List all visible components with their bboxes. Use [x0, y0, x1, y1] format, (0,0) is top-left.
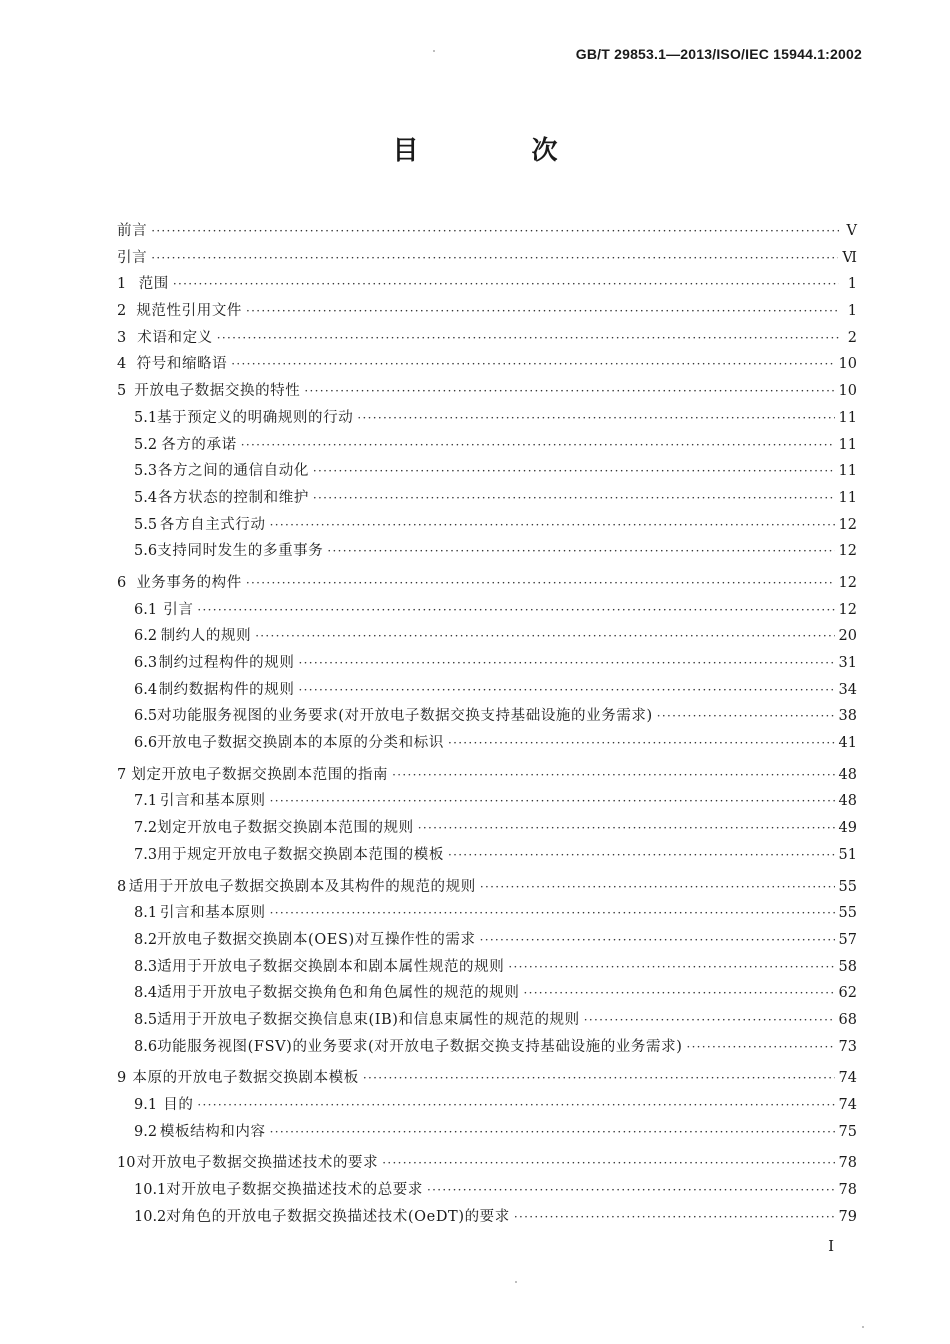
- dot-leader: [523, 980, 834, 1007]
- toc-entry: [117, 1204, 857, 1231]
- toc-entry-page: 38: [838, 708, 857, 725]
- toc-entry-title: 符号和缩略语: [136, 356, 228, 373]
- toc-entry-title: 开放电子数据交换的特性: [134, 383, 301, 400]
- dot-leader: [357, 405, 834, 432]
- scan-speck: [515, 1281, 517, 1283]
- dot-leader: [686, 1034, 834, 1061]
- toc-entry-number: 1: [117, 276, 127, 293]
- toc-entry-title: 引言: [117, 249, 148, 266]
- toc-entry-number: 6.3: [134, 655, 158, 671]
- toc-entry-number: 9.1: [134, 1097, 158, 1113]
- toc-entry-title: 本原的开放电子数据交换剧本模板: [132, 1070, 359, 1087]
- toc-entry-title: 术语和定义: [137, 329, 213, 346]
- toc-entry-number: 8.4: [134, 985, 158, 1002]
- toc-entry-title: 制约人的规则: [160, 628, 252, 645]
- dot-leader: [480, 874, 835, 901]
- toc-entry-page: 74: [838, 1070, 857, 1087]
- toc-entry-number: 6.4: [134, 681, 158, 698]
- toc-entry-page: 11: [838, 436, 857, 453]
- toc-entry-number: 6.5: [134, 708, 158, 725]
- toc-entry-number: 8.3: [134, 958, 158, 975]
- dot-leader: [584, 1007, 835, 1034]
- toc-entry: [117, 245, 857, 272]
- dot-leader: [246, 570, 835, 597]
- dot-leader: [480, 927, 835, 954]
- toc-entry-page: 12: [838, 543, 857, 560]
- toc-entry-page: 12: [838, 601, 857, 618]
- toc-entry: [117, 677, 857, 704]
- toc-entry-title: 基于预定义的明确规则的行动: [157, 409, 354, 426]
- dot-leader: [327, 538, 834, 565]
- toc-entry-number: 5.3: [134, 463, 158, 480]
- toc-entry: [117, 1007, 857, 1034]
- dot-leader: [363, 1065, 835, 1092]
- toc-entry-number: 6: [117, 574, 127, 591]
- dot-leader: [448, 730, 835, 757]
- toc-entry: [117, 432, 857, 459]
- toc-entry-number: 8.5: [134, 1011, 158, 1028]
- toc-entry: [117, 1150, 857, 1177]
- toc-entry: [117, 703, 857, 730]
- toc-entry-title: 开放电子数据交换剧本(OES)对互操作性的需求: [157, 931, 476, 948]
- dot-leader: [657, 703, 835, 730]
- toc-entry-title: 各方之间的通信自动化: [157, 463, 309, 480]
- toc-entry-title: 划定开放电子数据交换剧本范围的指南: [131, 766, 389, 783]
- dot-leader: [151, 245, 838, 272]
- page-number: I: [828, 1237, 834, 1255]
- dot-leader: [197, 1092, 834, 1119]
- toc-entry-page: 78: [838, 1182, 857, 1199]
- toc-entry-page: 68: [838, 1011, 857, 1028]
- toc-entry-title: 前言: [117, 223, 148, 239]
- toc-entry: [117, 954, 857, 981]
- dot-leader: [246, 298, 839, 325]
- toc-entry-title: 支持同时发生的多重事务: [157, 543, 324, 560]
- toc-entry-number: 7.1: [134, 793, 158, 810]
- toc-entry-page: 20: [838, 628, 857, 645]
- toc-entry: [117, 218, 857, 245]
- toc-entry-page: 74: [838, 1097, 857, 1113]
- toc-entry-number: 10: [117, 1155, 136, 1172]
- toc-entry-title: 各方自主式行动: [159, 516, 266, 533]
- toc-entry-title: 适用于开放电子数据交换角色和角色属性的规范的规则: [157, 985, 520, 1002]
- toc-entry-number: 7.2: [134, 820, 158, 837]
- toc-entry-title: 制约数据构件的规则: [158, 681, 295, 698]
- toc-entry: [117, 1177, 857, 1204]
- toc-entry-page: 62: [838, 985, 857, 1002]
- toc-entry-page: 1: [847, 276, 857, 293]
- toc-entry-page: 11: [838, 463, 857, 480]
- toc-entry-number: 5.1: [134, 409, 158, 426]
- dot-leader: [392, 762, 834, 789]
- toc-entry-page: 79: [838, 1208, 857, 1225]
- toc-entry: [117, 730, 857, 757]
- toc-entry: [117, 1119, 857, 1146]
- toc-entry-title: 适用于开放电子数据交换剧本和剧本属性规范的规则: [157, 958, 505, 975]
- toc-entry-number: 7: [117, 766, 127, 783]
- dot-leader: [418, 815, 835, 842]
- toc-entry-number: 6.1: [134, 601, 158, 618]
- toc-entry-number: 8.2: [134, 931, 158, 948]
- toc-entry: [117, 378, 857, 405]
- dot-leader: [382, 1150, 834, 1177]
- toc-entry-number: 5.5: [134, 516, 158, 533]
- toc-entry-number: 8: [117, 878, 127, 895]
- dot-leader: [508, 954, 834, 981]
- toc-entry: [117, 788, 857, 815]
- dot-leader: [448, 842, 835, 869]
- toc-entry-page: 41: [838, 735, 857, 752]
- toc-entry-number: 10.1: [134, 1182, 167, 1199]
- toc-entry-page: 12: [838, 516, 857, 533]
- dot-leader: [241, 432, 835, 459]
- dot-leader: [304, 378, 834, 405]
- toc-entry: [117, 351, 857, 378]
- page-title: 目 次: [392, 136, 610, 166]
- toc-entry-title: 用于规定开放电子数据交换剧本范围的模板: [157, 846, 444, 863]
- dot-leader: [151, 218, 839, 245]
- toc-entry: [117, 538, 857, 565]
- dot-leader: [270, 1119, 835, 1146]
- toc-entry: [117, 650, 857, 677]
- toc-entry: [117, 325, 857, 352]
- toc-entry: [117, 458, 857, 485]
- toc-entry: [117, 900, 857, 927]
- toc-entry: [117, 1092, 857, 1119]
- dot-leader: [313, 485, 835, 512]
- toc-entry-title: 对功能服务视图的业务要求(对开放电子数据交换支持基础设施的业务需求): [157, 708, 653, 725]
- toc-entry-title: 对开放电子数据交换描述技术的要求: [136, 1155, 379, 1172]
- toc-entry: [117, 1034, 857, 1061]
- toc-entry-page: 2: [847, 329, 857, 346]
- toc-entry: [117, 762, 857, 789]
- toc-entry-number: 9.2: [134, 1123, 158, 1140]
- table-of-contents: [117, 218, 857, 1230]
- toc-entry-page: 55: [838, 878, 857, 895]
- toc-entry-page: 10: [838, 356, 857, 373]
- dot-leader: [313, 458, 835, 485]
- toc-entry: [117, 1065, 857, 1092]
- toc-entry-title: 开放电子数据交换剧本的本原的分类和标识: [157, 735, 444, 752]
- toc-entry-page: 48: [838, 793, 857, 810]
- toc-entry-number: 7.3: [134, 846, 158, 863]
- toc-entry-number: 3: [117, 329, 127, 346]
- dot-leader: [270, 900, 835, 927]
- toc-entry-number: 5.2: [134, 436, 158, 453]
- toc-entry-number: 6.2: [134, 628, 158, 645]
- dot-leader: [514, 1204, 835, 1231]
- toc-entry-page: 73: [838, 1038, 857, 1055]
- dot-leader: [255, 623, 834, 650]
- toc-entry-title: 模板结构和内容: [159, 1123, 266, 1140]
- dot-leader: [173, 271, 839, 298]
- toc-entry-page: 11: [838, 409, 857, 426]
- toc-entry-page: 1: [847, 303, 857, 320]
- toc-entry: [117, 405, 857, 432]
- toc-entry-page: Ⅵ: [842, 249, 857, 266]
- toc-entry-page: 55: [838, 905, 857, 922]
- toc-entry-page: 75: [838, 1123, 857, 1140]
- toc-entry: [117, 485, 857, 512]
- toc-entry: [117, 597, 857, 624]
- toc-entry-number: 2: [117, 303, 127, 320]
- toc-entry: [117, 842, 857, 869]
- dot-leader: [231, 351, 834, 378]
- toc-entry-title: 对角色的开放电子数据交换描述技术(OeDT)的要求: [166, 1208, 510, 1225]
- toc-entry-title: 对开放电子数据交换描述技术的总要求: [166, 1182, 423, 1199]
- scan-speck: [862, 1326, 864, 1328]
- scan-speck: [433, 50, 435, 52]
- toc-entry: [117, 927, 857, 954]
- toc-entry-number: 5.6: [134, 543, 158, 560]
- toc-entry: [117, 512, 857, 539]
- toc-entry-page: 12: [838, 574, 857, 591]
- dot-leader: [217, 325, 839, 352]
- toc-entry-title: 适用于开放电子数据交换信息束(IB)和信息束属性的规范的规则: [157, 1011, 580, 1028]
- toc-entry-title: 划定开放电子数据交换剧本范围的规则: [157, 820, 414, 837]
- toc-entry-number: 9: [117, 1070, 127, 1087]
- dot-leader: [298, 650, 834, 677]
- toc-entry-page: 11: [838, 489, 857, 506]
- toc-entry: [117, 271, 857, 298]
- dot-leader: [270, 788, 835, 815]
- toc-entry-page: 57: [838, 931, 857, 948]
- toc-entry: [117, 874, 857, 901]
- toc-entry-number: 10.2: [134, 1208, 167, 1225]
- toc-entry-page: 58: [838, 958, 857, 975]
- toc-entry: [117, 298, 857, 325]
- toc-entry-title: 业务事务的构件: [136, 574, 242, 591]
- toc-entry-title: 引言和基本原则: [159, 905, 266, 922]
- toc-entry-page: 10: [838, 383, 857, 400]
- toc-entry-page: Ⅴ: [846, 223, 857, 239]
- toc-entry-title: 范围: [138, 276, 169, 293]
- toc-entry-number: 4: [117, 356, 127, 373]
- toc-entry-title: 各方的承诺: [161, 436, 237, 453]
- toc-entry: [117, 980, 857, 1007]
- dot-leader: [298, 677, 834, 704]
- toc-entry-page: 49: [838, 820, 857, 837]
- toc-entry-title: 引言和基本原则: [159, 793, 266, 810]
- toc-entry-title: 制约过程构件的规则: [158, 655, 295, 671]
- toc-entry-title: 规范性引用文件: [136, 303, 243, 320]
- toc-entry-number: 6.6: [134, 735, 158, 752]
- toc-entry-page: 78: [838, 1155, 857, 1172]
- toc-entry-page: 31: [838, 655, 857, 671]
- toc-entry-page: 51: [838, 846, 857, 863]
- dot-leader: [270, 512, 835, 539]
- toc-entry: [117, 570, 857, 597]
- toc-entry: [117, 623, 857, 650]
- dot-leader: [197, 597, 834, 624]
- toc-entry-number: 5: [117, 383, 127, 400]
- toc-entry-page: 48: [838, 766, 857, 783]
- standard-number: GB/T 29853.1—2013/ISO/IEC 15944.1:2002: [575, 46, 862, 62]
- toc-entry-page: 34: [838, 681, 857, 698]
- toc-entry-number: 8.1: [134, 905, 158, 922]
- toc-entry: [117, 815, 857, 842]
- toc-entry-number: 5.4: [134, 489, 158, 506]
- toc-entry-title: 引言: [163, 601, 194, 618]
- toc-entry-title: 各方状态的控制和维护: [157, 489, 309, 506]
- dot-leader: [427, 1177, 835, 1204]
- toc-entry-title: 目的: [163, 1097, 194, 1113]
- toc-entry-title: 适用于开放电子数据交换剧本及其构件的规范的规则: [128, 878, 476, 895]
- toc-entry-title: 功能服务视图(FSV)的业务要求(对开放电子数据交换支持基础设施的业务需求): [157, 1038, 683, 1055]
- toc-entry-number: 8.6: [134, 1038, 158, 1055]
